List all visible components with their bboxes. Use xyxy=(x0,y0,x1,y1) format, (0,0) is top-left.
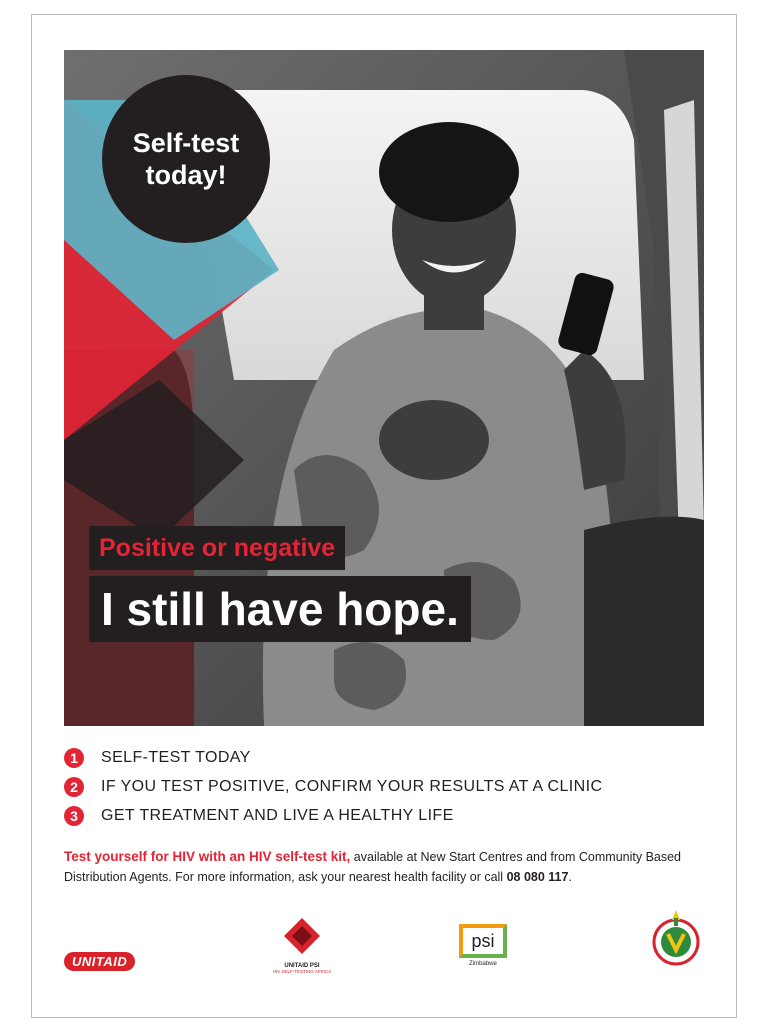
info-phone: 08 080 117 xyxy=(506,870,569,884)
psi-sub: Zimbabwe xyxy=(469,961,497,967)
hivst-name: UNITAID PSI xyxy=(284,963,320,969)
step-number: 1 xyxy=(64,748,84,768)
info-end: . xyxy=(568,870,572,884)
step-item xyxy=(64,744,724,772)
hivst-logo xyxy=(262,916,342,974)
headline-large: I still have hope. xyxy=(89,576,471,642)
bag xyxy=(584,517,704,726)
steps-list xyxy=(64,744,724,831)
hivst-sub: HIV SELF-TESTING AFRICA xyxy=(272,969,332,974)
info-paragraph xyxy=(64,847,714,887)
step-text: IF YOU TEST POSITIVE, CONFIRM YOUR RESULTS AT A CLINIC xyxy=(101,778,603,795)
step-text: SELF-TEST TODAY xyxy=(101,749,251,766)
badge-line-2: today! xyxy=(145,160,227,190)
unitaid-logo xyxy=(64,952,135,971)
psi-wordmark: psi xyxy=(459,924,507,958)
step-number: 3 xyxy=(64,806,84,826)
ministry-of-health-crest-icon xyxy=(648,906,704,977)
hivst-diamond-icon xyxy=(282,916,322,956)
step-item xyxy=(64,802,724,830)
step-number: 2 xyxy=(64,777,84,797)
self-test-badge xyxy=(102,75,270,243)
badge-line-1: Self-test xyxy=(132,128,240,158)
step-item xyxy=(64,773,724,801)
unitaid-wordmark: UNITAID xyxy=(64,952,135,971)
info-body: available at New Start Centres and from Community Based Distribution Agents. For more information, ask your nearest health facility or call xyxy=(64,850,682,884)
step-text: GET TREATMENT AND LIVE A HEALTHY LIFE xyxy=(101,807,454,824)
hair xyxy=(379,122,519,222)
info-lead: Test yourself for HIV with an HIV self-test kit, xyxy=(64,849,351,864)
headline-small: Positive or negative xyxy=(89,526,345,570)
psi-logo xyxy=(456,924,510,967)
hand-chest xyxy=(379,400,489,480)
